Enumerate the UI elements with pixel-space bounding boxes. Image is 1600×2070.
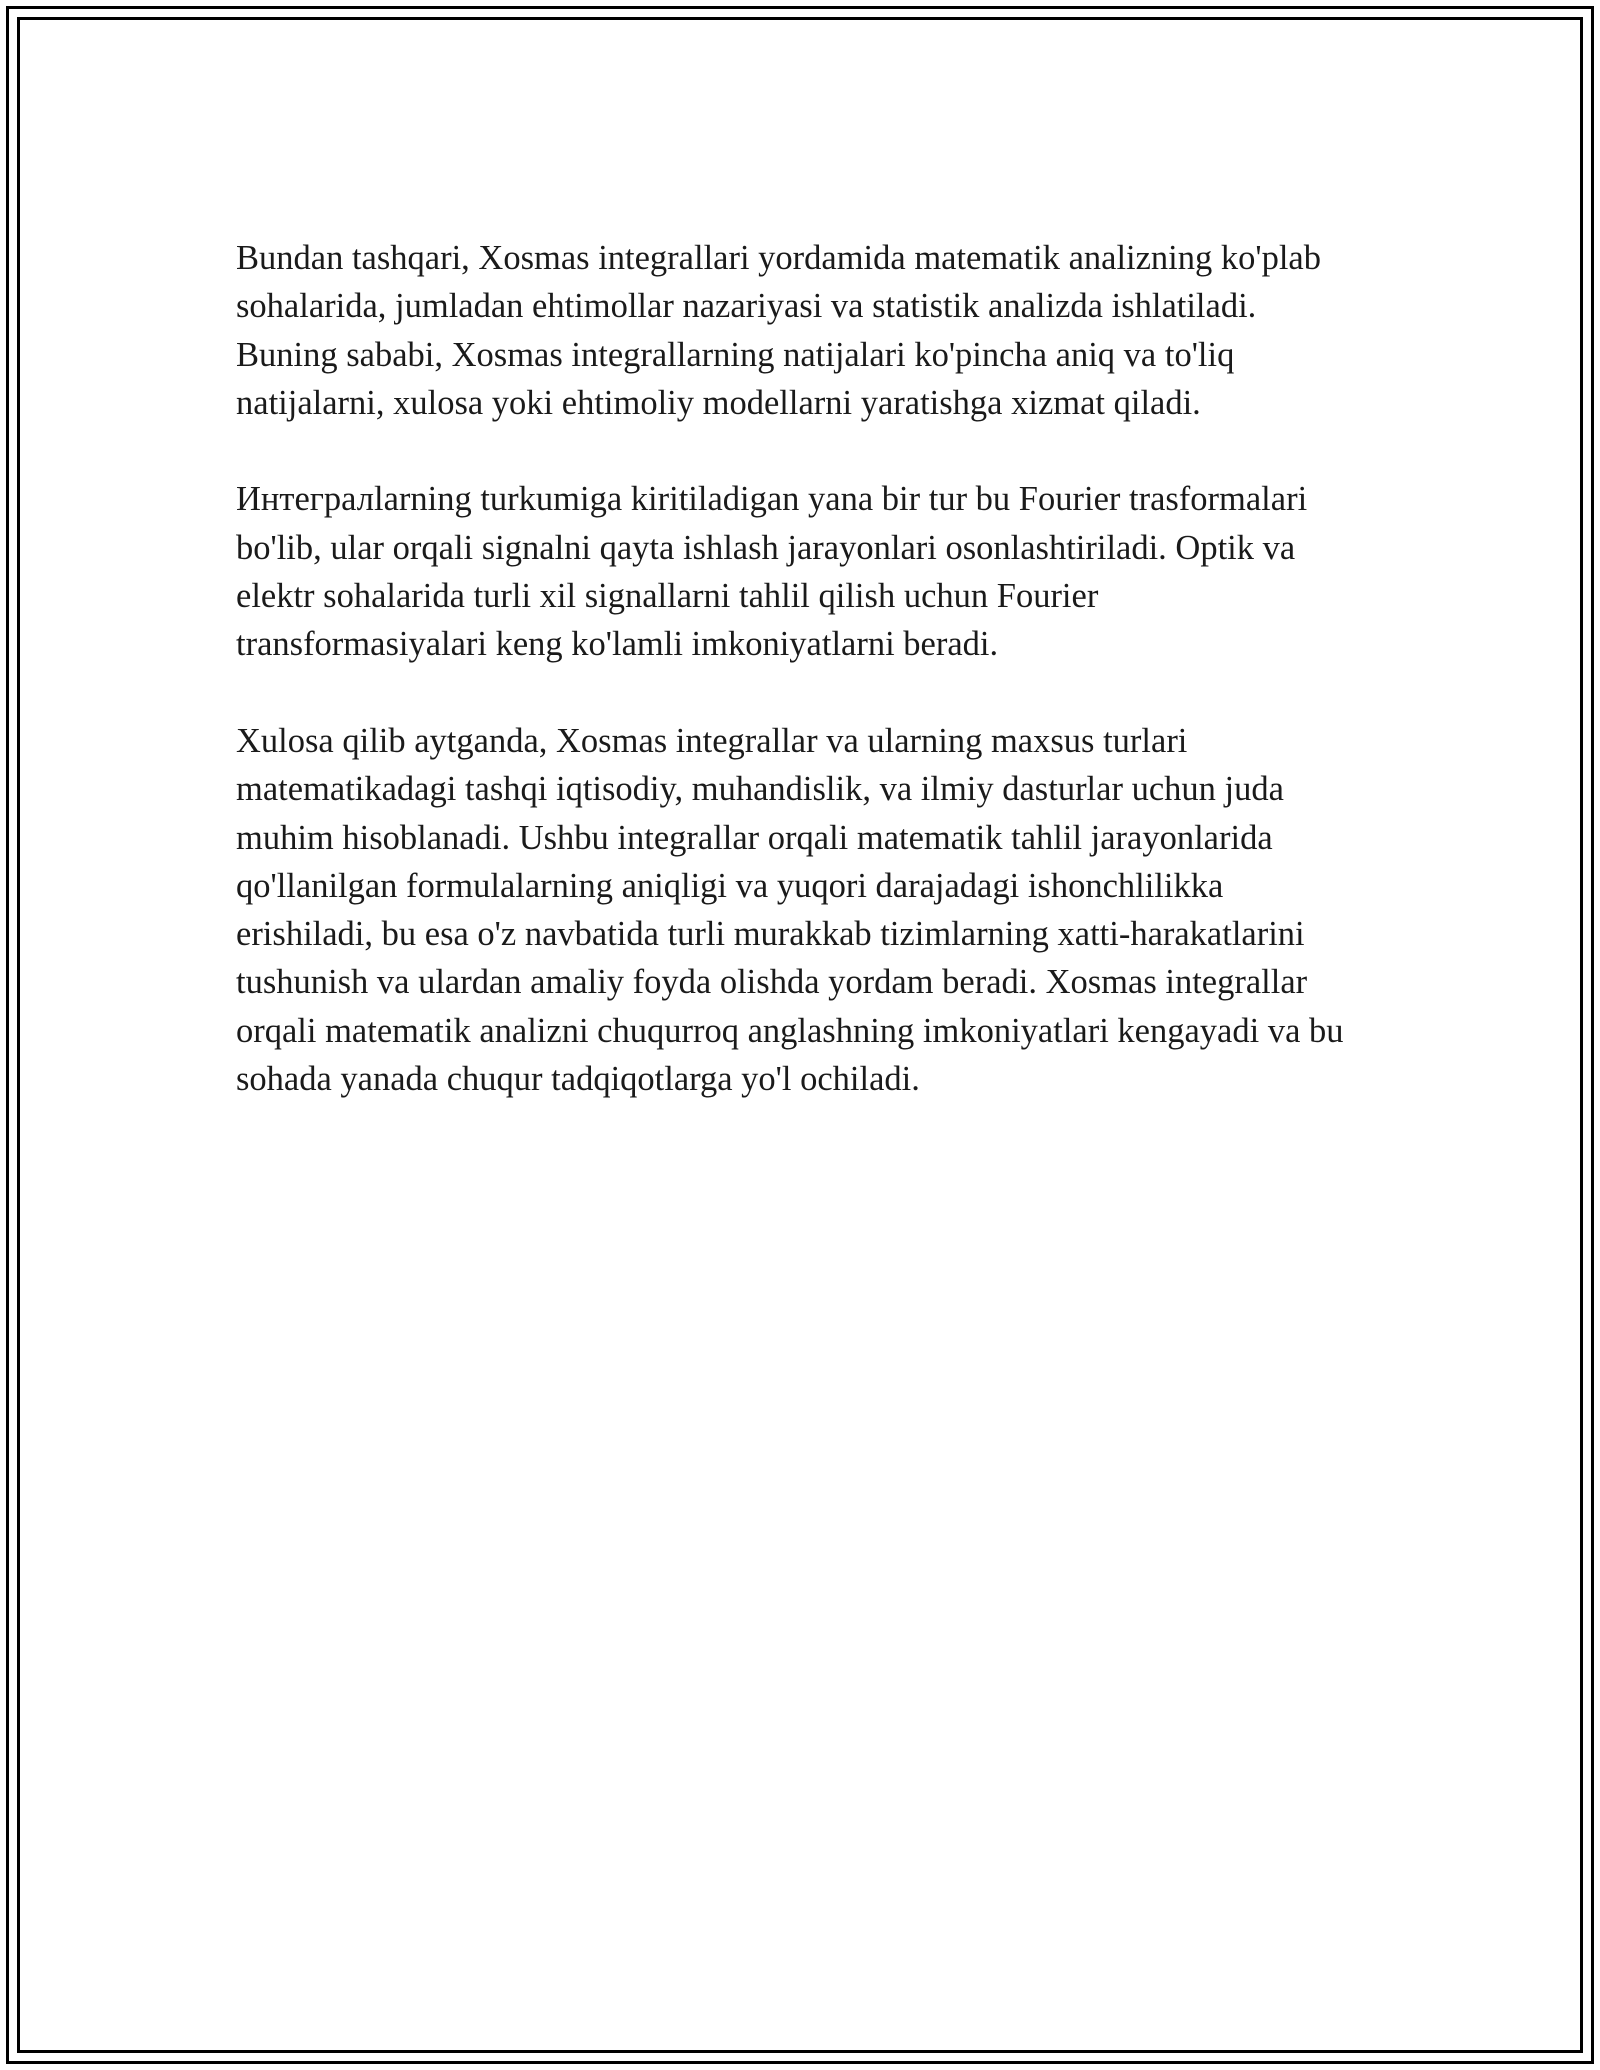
paragraph-3: Xulosa qilib aytganda, Xosmas integrallar va ularning maxsus turlari matematikadagi tashqi iqtisodiy, muhandislik, va ilmiy dasturlar uchun juda muhim hisoblanadi. Ushbu integrallar orqali matematik tahlil jarayonlarida qo'llanilgan formulalarning aniqligi va yuqori darajadagi ishonchlilikka erishiladi, bu esa o'z navbatida turli murakkab tizimlarning xatti-harakatlarini tushunish va ulardan amaliy foyda olishda yordam beradi. Xosmas integrallar orqali matematik analizni chuqurroq anglashning imkoniyatlari kengayadi va bu sohada yanada chuqur tadqiqotlarga yo'l ochiladi. [236,721,1344,1099]
paragraph-2: Интегралlarning turkumiga kiritiladigan yana bir tur bu Fourier trasformalari bo'lib, ular orqali signalni qayta ishlash jarayonlari osonlashtiriladi. Optik va elektr sohalarida turli xil signallarni tahlil qilish uchun Fourier transformasiyalari keng ko'lamli imkoniyatlarni beradi. [236,480,1308,664]
paragraph-1: Bundan tashqari, Xosmas integrallari yordamida matematik analizning ko'plab sohalarida, jumladan ehtimollar nazariyasi va statistik analizda ishlatiladi. Buning sababi, Xosmas integrallarning natijalari ko'pincha aniq va to'liq natijalarni, xulosa yoki ehtimoliy modellarni yaratishga xizmat qiladi. [236,239,1321,422]
document-body [236,234,1356,1152]
